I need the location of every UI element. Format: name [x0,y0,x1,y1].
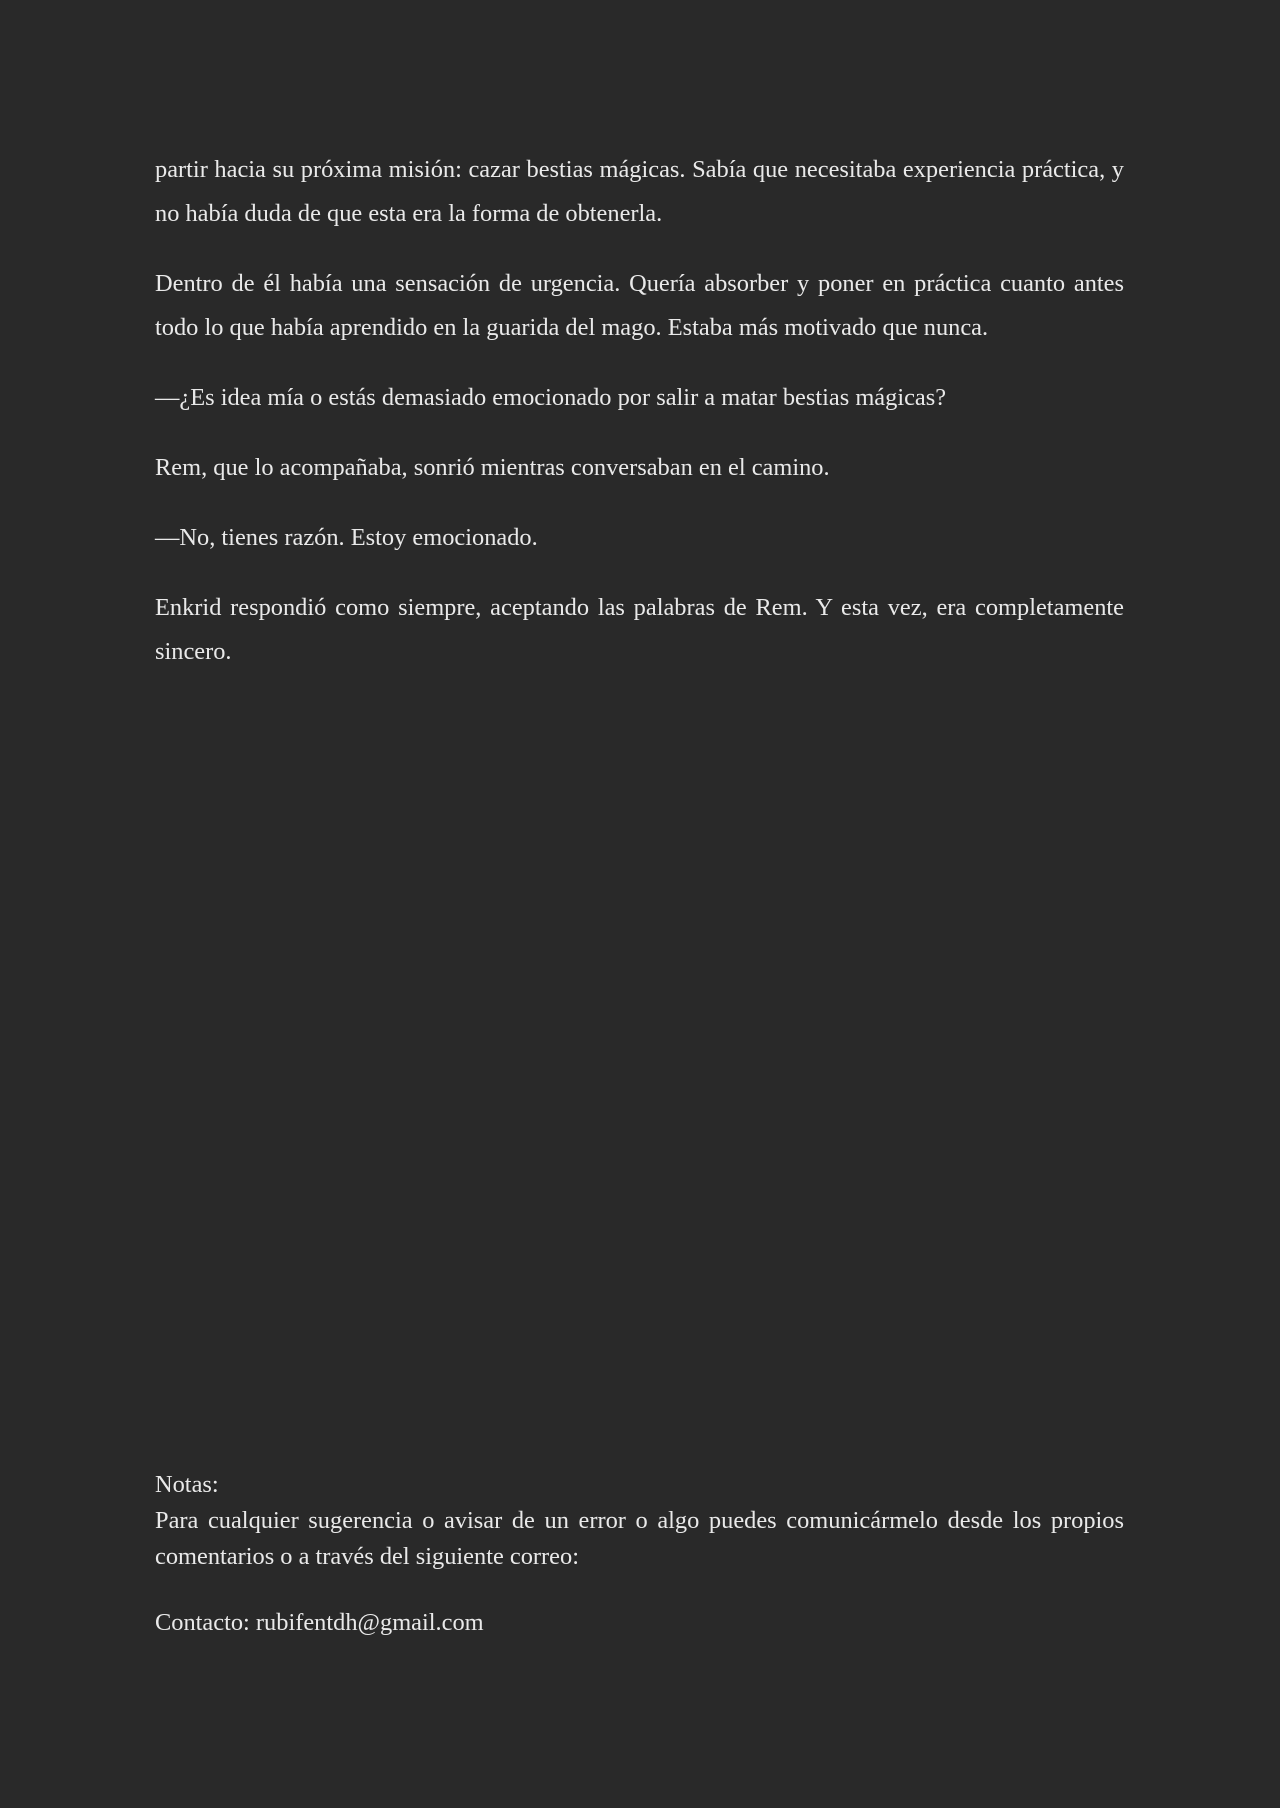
paragraph-mission: partir hacia su próxima misión: cazar bestias mágicas. Sabía que necesitaba experiencia práctica, y no había duda de que esta era la forma de obtenerla. [155,156,1124,227]
paragraph-rem-smile: Rem, que lo acompañaba, sonrió mientras conversaban en el camino. [155,454,830,481]
notes-body: Para cualquier sugerencia o avisar de un error o algo puedes comunicármelo desde los propios comentarios o a través del siguiente correo: [155,1507,1124,1570]
story-text [155,148,1124,700]
notes-label: Notas: [155,1471,219,1498]
translator-notes [155,1467,1124,1641]
paragraph-urgency: Dentro de él había una sensación de urgencia. Quería absorber y poner en práctica cuanto antes todo lo que había aprendido en la guarida del mago. Estaba más motivado que nunca. [155,270,1124,341]
dialogue-enkrid-answer: —No, tienes razón. Estoy emocionado. [155,524,538,551]
document-page [155,0,1124,1808]
paragraph-enkrid-sincere: Enkrid respondió como siempre, aceptando las palabras de Rem. Y esta vez, era completamente sincero. [155,594,1124,665]
dialogue-rem-question: —¿Es idea mía o estás demasiado emocionado por salir a matar bestias mágicas? [155,384,947,411]
contact-email: Contacto: rubifentdh@gmail.com [155,1609,484,1636]
